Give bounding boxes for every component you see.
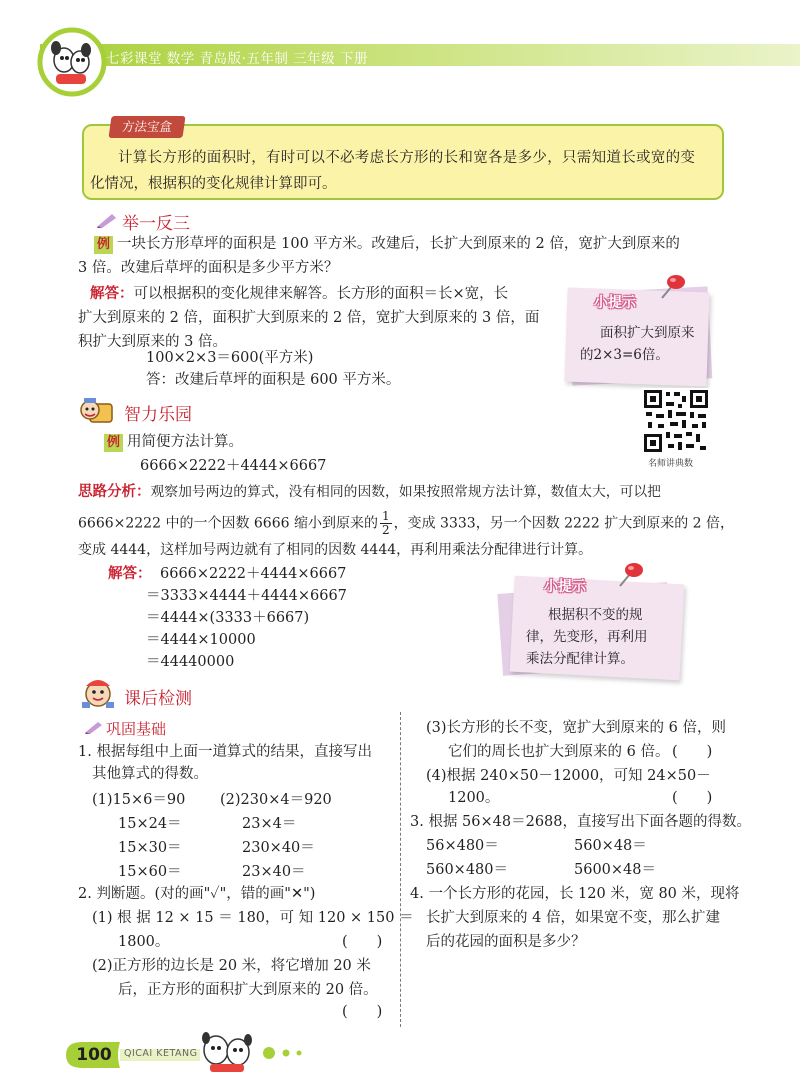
step-5: ＝44440000 <box>146 654 235 670</box>
qr-code-icon <box>642 388 710 454</box>
q1-col2-3: 23×40＝ <box>242 864 306 880</box>
analysis-line-2b: ，变成 3333，另一个因数 2222 扩大到原来的 2 倍， <box>393 515 735 532</box>
pushpin-icon-2 <box>612 560 648 590</box>
footer-dots-icon <box>262 1046 306 1060</box>
q2-p3-line-1: (3)长方形的长不变，宽扩大到原来的 6 倍，则 <box>426 720 726 736</box>
q1-col1-0: (1)15×6＝90 <box>92 792 186 808</box>
q2-p4-answer-paren[interactable]: ( ) <box>672 790 713 806</box>
step-3: ＝4444×(3333＋6667) <box>146 610 310 626</box>
q1-col2-1: 23×4＝ <box>242 816 297 832</box>
q3-item-0: 56×480＝ <box>426 838 499 854</box>
fraction-numerator: 1 <box>381 509 390 523</box>
section-heading-khjc: 课后检测 <box>124 689 192 709</box>
tip-line-2: 化情况，根据积的变化规律计算即可。 <box>90 176 337 192</box>
q2-p2-line-2: 后，正方形的面积扩大到原来的 20 倍。 <box>118 982 378 998</box>
page-number: 100 <box>76 1045 112 1065</box>
q2-p4-line-2: 1200。 <box>448 790 500 806</box>
example-badge-2: 例 <box>104 434 123 452</box>
section-heading-zlly: 智力乐园 <box>124 405 192 425</box>
note-1-title: 小提示 <box>594 295 636 311</box>
q1-line-1: 1. 根据每组中上面一道算式的结果，直接写出 <box>78 744 372 760</box>
q2-p1-line-2: 1800。 <box>118 934 170 950</box>
q1-col1-3: 15×60＝ <box>118 864 182 880</box>
q4-line-1: 4. 一个长方形的花园，长 120 米，宽 80 米，现将 <box>410 886 740 902</box>
analysis-line-3: 变成 4444，这样加号两边就有了相同的因数 4444，再利用乘法分配律进行计算。 <box>78 542 593 558</box>
column-divider <box>400 712 401 1027</box>
q2-line-1: 2. 判断题。(对的画"✓"，错的画"✕") <box>78 886 316 902</box>
step-1: 6666×2222＋4444×6667 <box>160 566 347 582</box>
q1-line-2: 其他算式的得数。 <box>92 766 208 782</box>
q3-item-3: 5600×48＝ <box>574 862 657 878</box>
q2-p2-line-1: (2)正方形的边长是 20 米，将它增加 20 米 <box>92 958 371 974</box>
q2-p1-line-1: (1) 根 据 12 × 15 ＝ 180，可 知 120 × 150 ＝ <box>92 910 414 926</box>
q2-p1-answer-paren[interactable]: ( ) <box>342 934 383 950</box>
sub-heading-basics: 巩固基础 <box>106 720 167 738</box>
footer-brand: QICAI KETANG <box>124 1048 198 1059</box>
check-mascot-icon <box>78 676 118 712</box>
q1-col1-1: 15×24＝ <box>118 816 182 832</box>
zlly-example-line-1: 用简便方法计算。 <box>127 434 244 450</box>
answer-label: 解答： <box>90 286 134 302</box>
mascot-logo-icon <box>34 26 110 98</box>
note-2-line-1: 根据积不变的规 <box>548 607 643 623</box>
q2-p3-answer-paren[interactable]: ( ) <box>672 744 713 760</box>
analysis-line-2a: 6666×2222 中的一个因数 6666 缩小到原来的 <box>78 515 378 532</box>
answer-line-2: 扩大到原来的 2 倍，面积扩大到原来的 2 倍，宽扩大到原来的 3 倍，面 <box>78 310 540 326</box>
fraction-denominator: 2 <box>381 523 390 537</box>
pencil-bullet-icon-2 <box>84 720 104 734</box>
answer-line-3: 积扩大到原来的 3 倍。 <box>78 334 227 350</box>
analysis-label: 思路分析： <box>78 484 151 500</box>
footer-mascot-icon <box>196 1030 258 1074</box>
step-4: ＝4444×10000 <box>146 632 256 648</box>
q2-p2-answer-paren[interactable]: ( ) <box>342 1004 383 1020</box>
q4-line-3: 后的花园的面积是多少？ <box>426 934 586 950</box>
method-tip-tag: 方法宝盒 <box>108 116 185 138</box>
tip-line-1: 计算长方形的面积时，有时可以不必考虑长方形的长和宽各是多少，只需知道长或宽的变 <box>118 150 696 166</box>
q1-col2-2: 230×40＝ <box>242 840 315 856</box>
note-2-title: 小提示 <box>544 579 586 595</box>
note-2-line-2: 律，先变形，再利用 <box>526 629 648 645</box>
section-heading-jyfs: 举一反三 <box>122 214 190 234</box>
qr-caption: 名师讲典数 <box>648 459 694 469</box>
analysis-line-1: 观察加号两边的算式，没有相同的因数，如果按照常规方法计算，数值太大，可以把 <box>150 484 661 500</box>
note-2-line-3: 乘法分配律计算。 <box>526 651 634 667</box>
q1-col2-0: (2)230×4＝920 <box>220 792 332 808</box>
answer-final: 答：改建后草坪的面积是 600 平方米。 <box>146 372 401 388</box>
q2-p4-line-1: (4)根据 240×50－12000，可知 24×50－ <box>426 768 711 784</box>
zlly-answer-label: 解答： <box>108 566 152 582</box>
fraction-one-half <box>380 510 392 537</box>
pencil-bullet-icon <box>96 212 118 228</box>
q2-p3-line-2: 它们的周长也扩大到原来的 6 倍。 <box>448 744 670 760</box>
note-1-line-1: 面积扩大到原来 <box>600 325 695 341</box>
q1-col1-2: 15×30＝ <box>118 840 182 856</box>
puzzle-mascot-icon <box>76 394 116 428</box>
q3-item-1: 560×48＝ <box>574 838 647 854</box>
example-line-2: 3 倍。改建后草坪的面积是多少平方米？ <box>78 260 339 276</box>
example-line-1: 一块长方形草坪的面积是 100 平方米。改建后，长扩大到原来的 2 倍，宽扩大到原来的 <box>117 236 680 252</box>
pushpin-icon <box>654 272 690 302</box>
q3-line-1: 3. 根据 56×48＝2688，直接写出下面各题的得数。 <box>410 814 752 830</box>
answer-calc: 100×2×3＝600(平方米) <box>146 350 314 366</box>
q4-line-2: 长扩大到原来的 4 倍，如果宽不变，那么扩建 <box>426 910 720 926</box>
header-title: 七彩课堂 数学 青岛版·五年制 三年级 下册 <box>106 51 368 67</box>
example-badge: 例 <box>94 236 113 254</box>
step-2: ＝3333×4444＋4444×6667 <box>146 588 347 604</box>
q3-item-2: 560×480＝ <box>426 862 509 878</box>
zlly-example-line-2: 6666×2222＋4444×6667 <box>140 458 327 474</box>
note-1-line-2: 的2×3=6倍。 <box>580 347 669 363</box>
answer-line-1: 可以根据积的变化规律来解答。长方形的面积＝长×宽，长 <box>133 286 509 302</box>
